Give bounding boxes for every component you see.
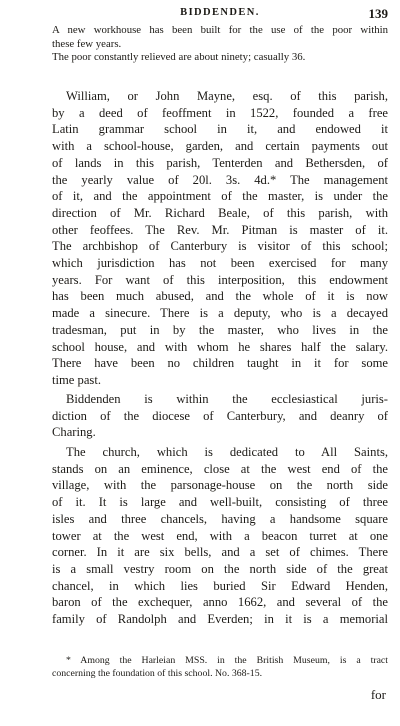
text-line: which jurisdiction has not been exercised for many <box>52 256 388 271</box>
footnote-line: concerning the foundation of this school. No. 368-15. <box>52 667 263 679</box>
paragraph-jurisdiction <box>52 391 388 441</box>
text-line: Charing. <box>52 425 96 440</box>
text-line: William, or John Mayne, esq. of this parish, <box>66 89 388 103</box>
text-line: stands on an eminence, close at the west end of the <box>52 461 388 476</box>
text-line: family of Randolph and Everden; in it is a memorial <box>52 612 388 627</box>
text-line: of it. It is large and well-built, consisting of three <box>52 495 388 510</box>
text-line: the yearly value of 20l. 3s. 4d.* The management <box>52 172 388 187</box>
text-line: tradesman, put in by the master, who lives in the <box>52 322 388 337</box>
paragraph-church <box>52 444 388 628</box>
text-line: corner. In it are six bells, and a set of chimes. There <box>52 545 388 560</box>
text-line: chancel, in which lies buried Sir Edward Henden, <box>52 578 388 593</box>
text-line: The archbishop of Canterbury is visitor of this school; <box>52 239 388 254</box>
text-line: of lands in this parish, Tenterden and Bethersden, of <box>52 155 388 170</box>
paragraph-free-school <box>52 88 388 389</box>
text-line: is a small vestry room on the north side of the great <box>52 561 388 576</box>
text-line: years. For want of this interposition, this endowment <box>52 272 388 287</box>
text-line: with a school-house, garden, and certain payments out <box>52 139 388 154</box>
text-line: time past. <box>52 372 101 387</box>
intro-line: The poor constantly relieved are about ninety; casually 36. <box>52 51 306 64</box>
text-line: direction of Mr. Richard Beale, of this parish, with <box>52 205 388 220</box>
page-number: 139 <box>368 6 388 21</box>
text-line: by a deed of feoffment in 1522, founded a free <box>52 105 388 120</box>
text-line: diction of the diocese of Canterbury, and deanry of <box>52 408 388 423</box>
catchword: for <box>370 687 386 702</box>
text-line: other feoffees. The Rev. Mr. Pitman is master of it. <box>52 222 388 237</box>
text-line: Latin grammar school in it, and endowed it <box>52 122 388 137</box>
text-line: has been much abused, and the whole of it is now <box>52 289 388 304</box>
text-line: school house, and with whom he shares half the salary. <box>52 339 388 354</box>
text-line: village, with the parsonage-house on the north side <box>52 478 388 493</box>
running-head <box>52 6 388 22</box>
intro-line: A new workhouse has been built for the use of the poor within <box>52 24 388 36</box>
running-head-title: BIDDENDEN. <box>180 7 260 18</box>
text-line: made a sinecure. There is a deputy, who is a decayed <box>52 306 388 321</box>
footnote-line: * Among the Harleian MSS. in the British Museum, is a tract <box>66 655 388 666</box>
text-line: tower at the west end, with a beacon turret at one <box>52 528 388 543</box>
text-line: There have been no children taught in it for some <box>52 356 388 371</box>
text-line: baron of the exchequer, anno 1662, and several of the <box>52 595 388 610</box>
intro-note <box>52 24 388 65</box>
text-line: of it, and the appointment of the master, is under the <box>52 189 388 204</box>
text-line: The church, which is dedicated to All Saints, <box>66 445 388 459</box>
intro-line: these few years. <box>52 37 122 50</box>
footnote <box>52 655 388 680</box>
text-line: isles and three chancels, having a handsome square <box>52 511 388 526</box>
text-line: Biddenden is within the ecclesiastical juris- <box>66 392 388 406</box>
